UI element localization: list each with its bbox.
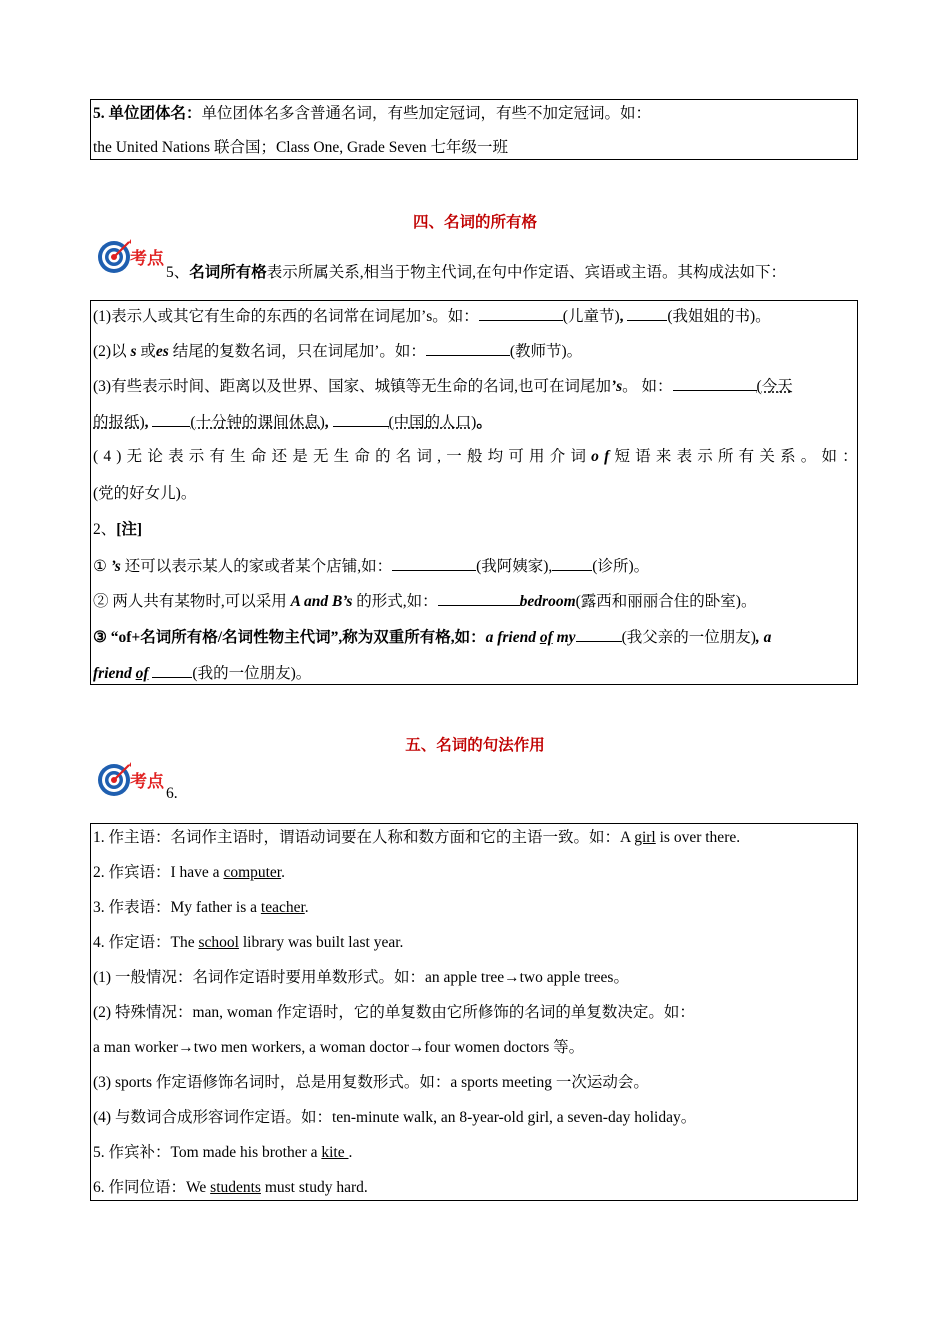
kaodian-label: 考点 [130, 772, 164, 792]
note-1: ① ’s 还可以表示某人的家或者某个店铺,如： (我阿姨家), (诊所)。 [93, 555, 855, 577]
kaodian-badge [96, 238, 168, 278]
kaodian-label: 考点 [130, 249, 164, 269]
box1-line1: 5. 单位团体名：单位团体名多含普通名词，有些加定冠词，有些不加定冠词。如： [93, 105, 652, 122]
attribute-special: (2) 特殊情况：man, woman 作定语时，它的单复数由它所修饰的名词的单复数决定。如： [93, 1004, 695, 1021]
rule-4: (4)无论表示有生命还是无生命的名词,一般均可用介词of短语来表示所有关系。如： [93, 448, 863, 465]
role-object-complement: 5. 作宾补：Tom made his brother a kite . [93, 1144, 353, 1161]
note-3-continued: friend of (我的一位朋友)。 [93, 662, 855, 684]
attribute-special-example: a man worker→two men workers, a woman doctor→four women doctors 等。 [93, 1039, 585, 1056]
answer-blank[interactable] [152, 411, 190, 427]
rule-1: (1)表示人或其它有生命的东西的名词常在词尾加’s。如： (儿童节), (我姐姐的书)。 [93, 305, 855, 327]
answer-blank[interactable] [673, 375, 757, 391]
note-heading: 2、[注] [93, 521, 143, 538]
answer-blank[interactable] [426, 340, 510, 356]
attribute-general: (1) 一般情况：名词作定语时要用单数形式。如：an apple tree→two apple trees。 [93, 969, 629, 986]
role-object: 2. 作宾语：I have a computer. [93, 864, 285, 881]
rule-4-continued: (党的好女儿)。 [93, 485, 197, 502]
answer-blank[interactable] [392, 555, 476, 571]
role-appositive: 6. 作同位语：We students must study hard. [93, 1179, 368, 1196]
attribute-compound: (4) 与数词合成形容词作定语。如：ten-minute walk, an 8-year-old girl, a seven-day holiday。 [93, 1109, 697, 1126]
kaodian-badge [96, 761, 168, 801]
answer-blank[interactable] [479, 305, 563, 321]
note-3: ③ “of+名词所有格/名词性物主代词”,称为双重所有格,如：a friend of my (我父亲的一位朋友), a [93, 626, 855, 648]
possessive-rules-box [90, 300, 863, 685]
answer-blank[interactable] [152, 662, 192, 678]
answer-blank[interactable] [552, 555, 592, 571]
rule-2: (2)以 s 或es 结尾的复数名词，只在词尾加’。如： (教师节)。 [93, 340, 855, 362]
answer-blank[interactable] [576, 626, 622, 642]
section-title-syntax: 五、名词的句法作用 [405, 737, 545, 754]
role-subject: 1. 作主语：名词作主语时，谓语动词要在人称和数方面和它的主语一致。如：A girl is over there. [93, 829, 741, 846]
attribute-sports: (3) sports 作定语修饰名词时，总是用复数形式。如：a sports meeting 一次运动会。 [93, 1074, 649, 1091]
unit-group-name-box [90, 99, 858, 160]
section4-intro: 5、名词所有格表示所属关系,相当于物主代词,在句中作定语、宾语或主语。其构成法如下： [166, 264, 787, 281]
answer-blank[interactable] [627, 305, 667, 321]
target-icon [96, 761, 132, 797]
answer-blank[interactable] [333, 411, 389, 427]
syntax-roles-box [90, 823, 858, 1201]
section5-number: 6. [166, 785, 178, 802]
role-attribute: 4. 作定语：The school library was built last year. [93, 934, 404, 951]
section-title-possessive: 四、名词的所有格 [412, 214, 537, 231]
note-2: ② 两人共有某物时,可以采用 A and B’s 的形式,如： bedroom(露西和丽丽合住的卧室)。 [93, 590, 855, 612]
rule-3-continued: 的报纸), (十分钟的课间休息), (中国的人口)。 [93, 411, 855, 433]
box1-line2: the United Nations 联合国；Class One, Grade Seven 七年级一班 [93, 139, 508, 156]
answer-blank[interactable] [438, 590, 520, 606]
role-predicative: 3. 作表语：My father is a teacher. [93, 899, 309, 916]
target-icon [96, 238, 132, 274]
rule-3: (3)有些表示时间、距离以及世界、国家、城镇等无生命的名词,也可在词尾加’s。 如： (今天 [93, 375, 855, 397]
